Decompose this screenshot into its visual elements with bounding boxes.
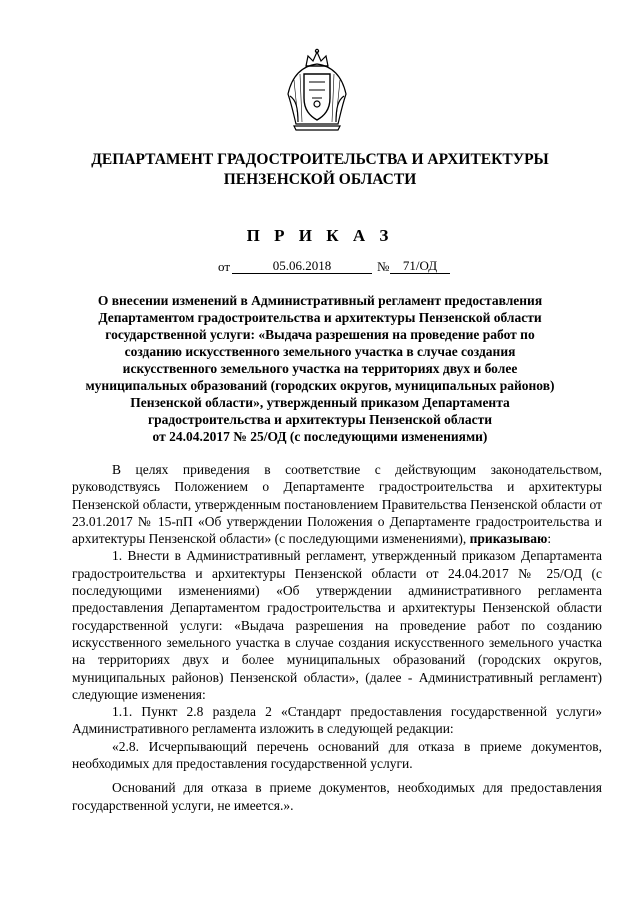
department-name <box>0 150 640 190</box>
order-title <box>70 292 570 445</box>
preamble-end: : <box>547 531 552 547</box>
coat-of-arms-icon <box>284 46 350 132</box>
department-line-2: ПЕНЗЕНСКОЙ ОБЛАСТИ <box>223 171 417 188</box>
order-body <box>72 461 602 814</box>
clause-2-8-text: Оснований для отказа в приеме документов, необходимых для предоставления государственной услуги, не имеется.». <box>72 780 602 813</box>
title-line: Пензенской области», утвержденный приказом Департамента <box>130 395 510 410</box>
department-line-1: ДЕПАРТАМЕНТ ГРАДОСТРОИТЕЛЬСТВА И АРХИТЕКТУРЫ <box>91 151 549 168</box>
number-prefix: № <box>377 259 390 274</box>
clause-2-8: «2.8. Исчерпывающий перечень оснований для отказа в приеме документов, необходимых для предоставления государственной услуги. <box>72 738 602 772</box>
clause-1-1: 1.1. Пункт 2.8 раздела 2 «Стандарт предоставления государственной услуги» Административного регламента изложить в следующей редакции: <box>72 704 602 737</box>
order-number: 71/ОД <box>390 259 450 274</box>
order-date: 05.06.2018 <box>232 259 372 274</box>
title-line: О внесении изменений в Административный регламент предоставления <box>97 293 543 308</box>
order-keyword: приказываю <box>469 531 548 547</box>
clause-1: 1. Внести в Административный регламент, утвержденный приказом Департамента градостроительства и архитектуры Пензенской области от 24.04.2017 № 25/ОД (с последующими изменениями) «Об утверждении административного регламента предоставления Департаментом градостроительства и архитектуры Пензенской области государственной услуги: «Выдача разрешения на проведение работ по созданию искусственного земельного участка в случае создания искусственного земельного участка на территориях двух и более муниципальных образований (городских округов, муниципальных районов) Пензенской области», (далее - Административный регламент) следующие изменения: <box>72 548 602 702</box>
title-line: от 24.04.2017 № 25/ОД (с последующими изменениями) <box>152 429 488 444</box>
preamble-text: В целях приведения в соответствие с действующим законодательством, руководствуясь Положением о Департаменте градостроительства и архитектуры Пензенской области, утвержденным постановлением Правительства Пензенской области от 23.01.2017 № 15-пП «Об утверждении Положения о Департаменте градостроительства и архитектуры Пензенской области» (с последующими изменениями), <box>72 462 602 547</box>
preamble-paragraph <box>72 461 602 547</box>
title-line: муниципальных образований (городских округов, муниципальных районов) <box>85 378 555 393</box>
title-line: градостроительства и архитектуры Пензенской области <box>148 412 492 427</box>
document-type: П Р И К А З <box>246 226 394 245</box>
title-line: Департаментом градостроительства и архитектуры Пензенской области <box>98 310 542 325</box>
title-line: созданию искусственного земельного участка в случае создания <box>124 344 516 359</box>
date-prefix: от <box>218 259 231 274</box>
title-line: государственной услуги: «Выдача разрешения на проведение работ по <box>105 327 535 342</box>
title-line: искусственного земельного участка на территориях двух и более <box>122 361 518 376</box>
